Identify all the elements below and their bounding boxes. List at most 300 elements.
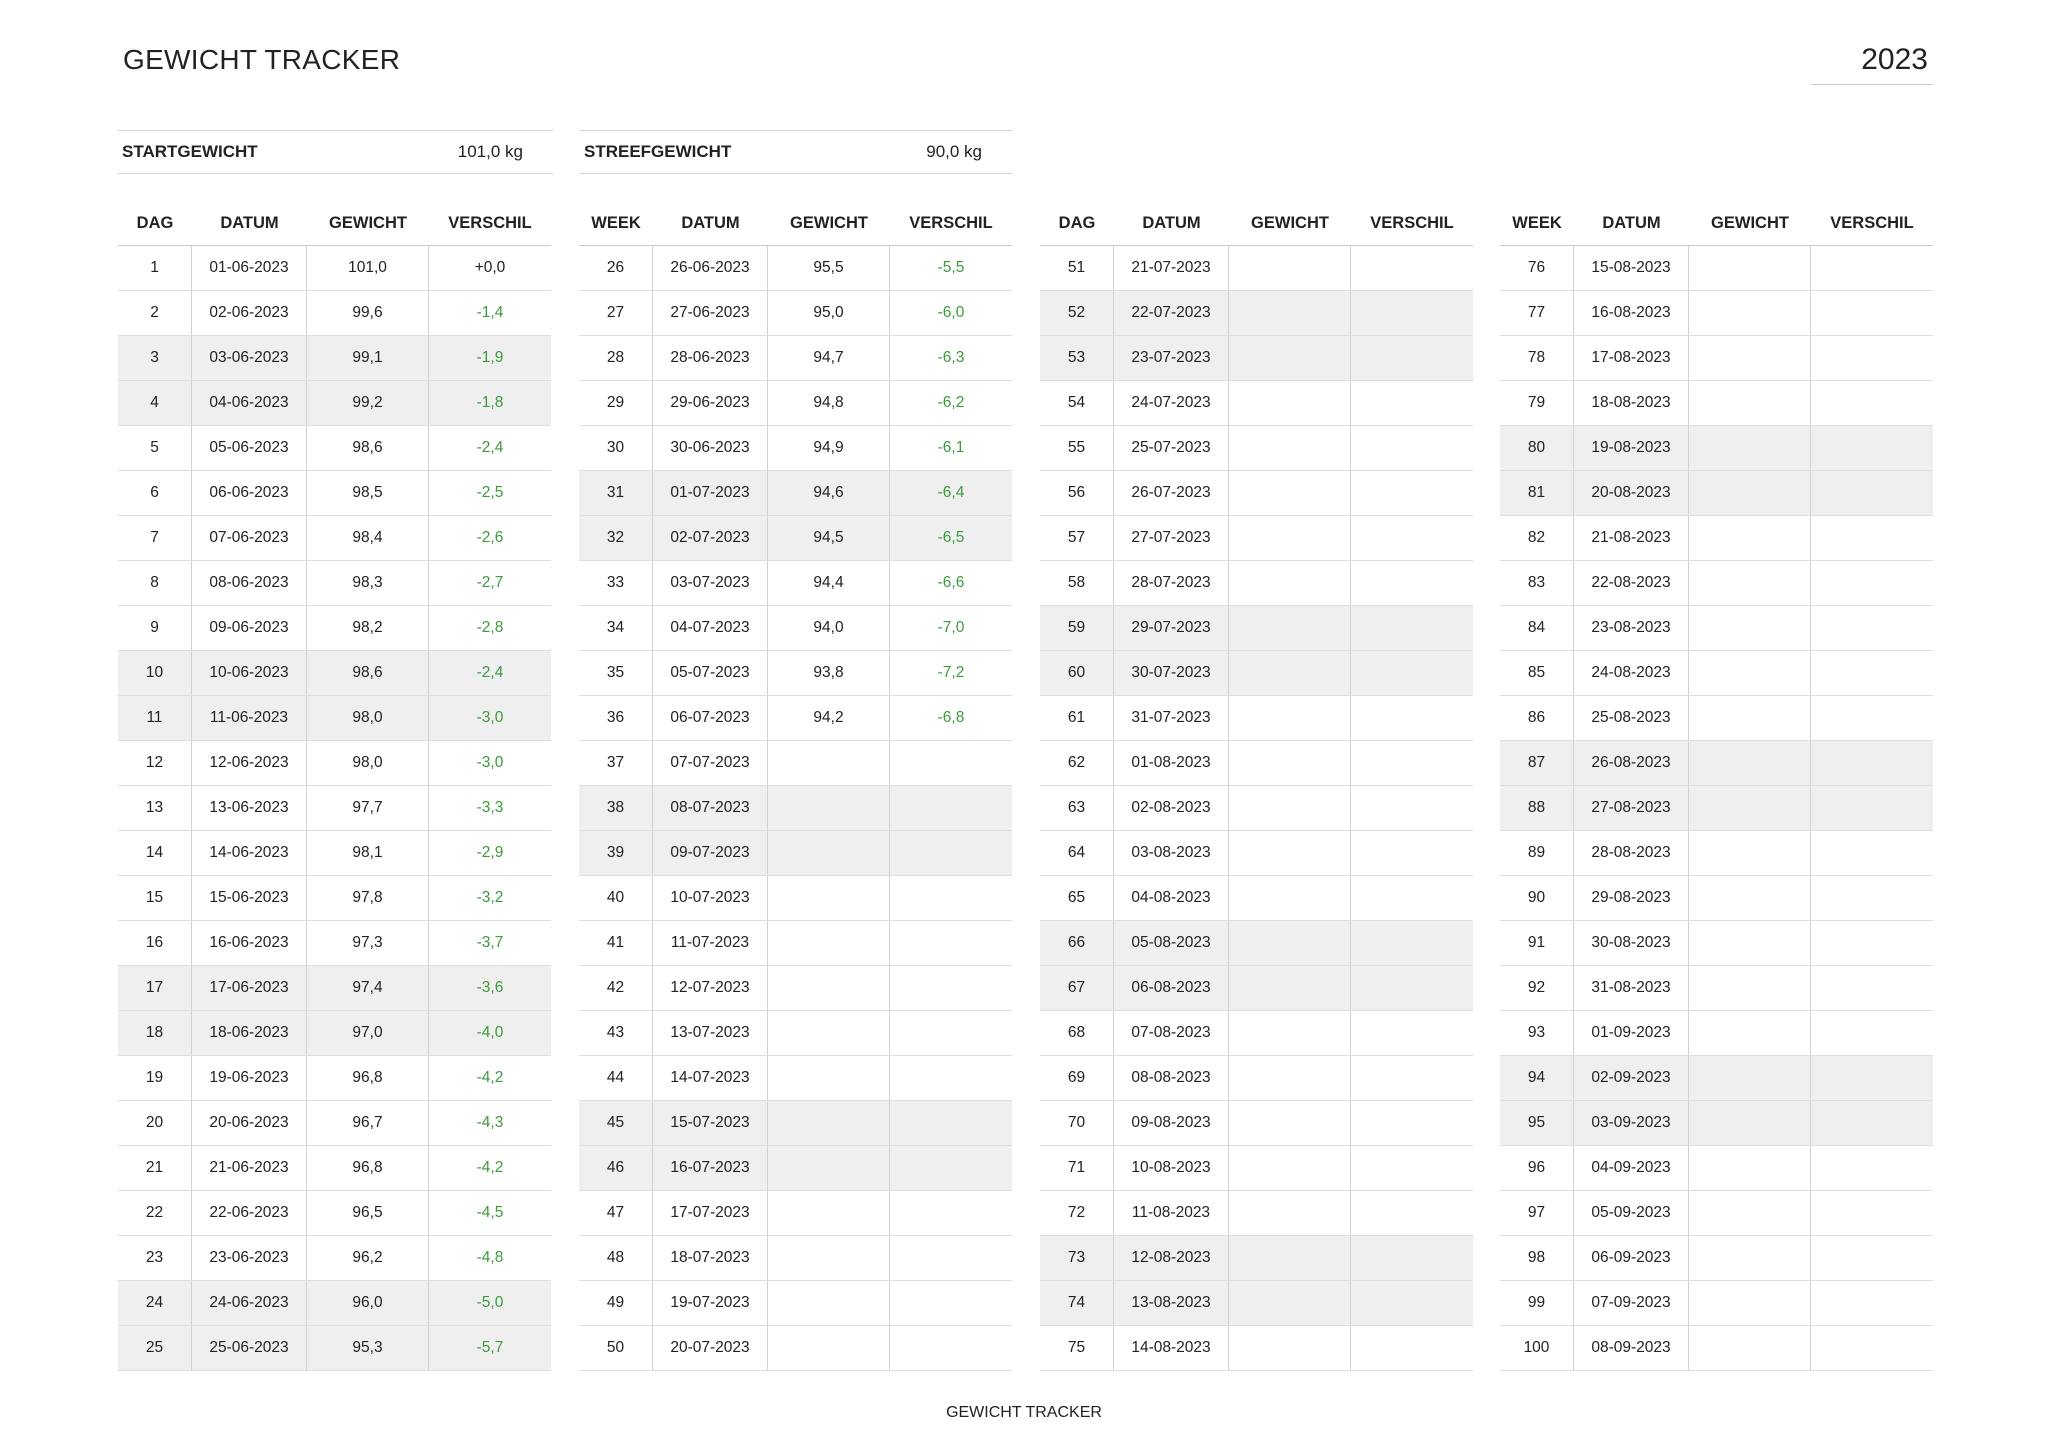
table-row: [1040, 606, 1473, 651]
cell-difference: [890, 1011, 1012, 1055]
cell-date: 24-06-2023: [192, 1281, 307, 1325]
table-row: [1040, 516, 1473, 561]
cell-number: 43: [579, 1011, 653, 1055]
cell-weight: 98,0: [307, 741, 429, 785]
table-header-row: [579, 202, 1012, 246]
table-row: [579, 876, 1012, 921]
table-row: [1500, 831, 1933, 876]
cell-date: 18-06-2023: [192, 1011, 307, 1055]
cell-number: 56: [1040, 471, 1114, 515]
cell-number: 62: [1040, 741, 1114, 785]
cell-weight: 97,3: [307, 921, 429, 965]
cell-date: 15-07-2023: [653, 1101, 768, 1145]
cell-date: 07-08-2023: [1114, 1011, 1229, 1055]
cell-number: 36: [579, 696, 653, 740]
cell-difference: [1811, 1236, 1933, 1280]
cell-difference: [890, 1281, 1012, 1325]
cell-weight: 97,7: [307, 786, 429, 830]
cell-number: 2: [118, 291, 192, 335]
table-row: [118, 651, 551, 696]
cell-date: 14-06-2023: [192, 831, 307, 875]
cell-difference: [1811, 606, 1933, 650]
cell-date: 02-08-2023: [1114, 786, 1229, 830]
cell-weight: [1689, 1056, 1811, 1100]
cell-weight: [1229, 1146, 1351, 1190]
cell-weight: [1229, 291, 1351, 335]
table-row: [118, 606, 551, 651]
cell-weight: [768, 1236, 890, 1280]
cell-difference: [1811, 1191, 1933, 1235]
cell-difference: [1811, 786, 1933, 830]
cell-date: 11-08-2023: [1114, 1191, 1229, 1235]
cell-weight: [1689, 696, 1811, 740]
cell-difference: -4,2: [476, 1069, 504, 1086]
cell-date: 16-08-2023: [1574, 291, 1689, 335]
cell-number: 4: [118, 381, 192, 425]
goal-weight-value: 90,0 kg: [926, 142, 982, 161]
cell-difference: -4,8: [476, 1249, 504, 1266]
column-header-difference: VERSCHIL: [448, 214, 532, 232]
table-row: [579, 1326, 1012, 1371]
cell-difference: -3,2: [476, 889, 504, 906]
column-header-difference: VERSCHIL: [1370, 214, 1454, 232]
cell-number: 97: [1500, 1191, 1574, 1235]
cell-difference: [890, 831, 1012, 875]
cell-number: 49: [579, 1281, 653, 1325]
cell-date: 20-08-2023: [1574, 471, 1689, 515]
table-row: [1500, 1101, 1933, 1146]
cell-date: 08-09-2023: [1574, 1326, 1689, 1370]
cell-date: 20-07-2023: [653, 1326, 768, 1370]
cell-weight: [1689, 1326, 1811, 1370]
cell-weight: 98,1: [307, 831, 429, 875]
cell-date: 24-08-2023: [1574, 651, 1689, 695]
table-row: [118, 921, 551, 966]
cell-date: 21-07-2023: [1114, 246, 1229, 290]
table-row: [118, 1281, 551, 1326]
cell-date: 02-09-2023: [1574, 1056, 1689, 1100]
cell-date: 12-07-2023: [653, 966, 768, 1010]
cell-difference: -3,6: [476, 979, 504, 996]
cell-difference: [1811, 291, 1933, 335]
table-row: [118, 1236, 551, 1281]
cell-number: 16: [118, 921, 192, 965]
cell-date: 30-06-2023: [653, 426, 768, 470]
table-row: [579, 1101, 1012, 1146]
table-row: [118, 291, 551, 336]
cell-number: 32: [579, 516, 653, 560]
cell-difference: [1351, 876, 1473, 920]
cell-number: 88: [1500, 786, 1574, 830]
cell-number: 83: [1500, 561, 1574, 605]
cell-date: 15-08-2023: [1574, 246, 1689, 290]
cell-weight: 97,4: [307, 966, 429, 1010]
table-row: [579, 651, 1012, 696]
cell-difference: [1811, 336, 1933, 380]
table-row: [579, 336, 1012, 381]
cell-number: 84: [1500, 606, 1574, 650]
table-row: [1040, 246, 1473, 291]
cell-date: 30-08-2023: [1574, 921, 1689, 965]
table-row: [1040, 1236, 1473, 1281]
cell-weight: [768, 966, 890, 1010]
cell-difference: [1351, 561, 1473, 605]
cell-number: 48: [579, 1236, 653, 1280]
cell-date: 03-06-2023: [192, 336, 307, 380]
table-row: [1040, 1056, 1473, 1101]
cell-difference: [1351, 291, 1473, 335]
cell-difference: [1351, 1056, 1473, 1100]
cell-date: 13-07-2023: [653, 1011, 768, 1055]
cell-weight: 98,6: [307, 651, 429, 695]
cell-difference: -6,5: [937, 529, 965, 546]
table-header-row: [1500, 202, 1933, 246]
cell-difference: -2,6: [476, 529, 504, 546]
cell-date: 04-06-2023: [192, 381, 307, 425]
cell-weight: [1229, 741, 1351, 785]
table-row: [579, 1281, 1012, 1326]
cell-weight: [768, 786, 890, 830]
column-header-number: DAG: [136, 214, 174, 232]
table-row: [1500, 786, 1933, 831]
cell-number: 47: [579, 1191, 653, 1235]
cell-date: 05-08-2023: [1114, 921, 1229, 965]
cell-difference: [1811, 471, 1933, 515]
cell-number: 12: [118, 741, 192, 785]
cell-number: 30: [579, 426, 653, 470]
table-row: [118, 741, 551, 786]
start-weight-label: STARTGEWICHT: [122, 142, 258, 161]
cell-number: 1: [118, 246, 192, 290]
table-row: [1040, 426, 1473, 471]
table-row: [579, 381, 1012, 426]
cell-number: 55: [1040, 426, 1114, 470]
table-row: [579, 426, 1012, 471]
cell-number: 96: [1500, 1146, 1574, 1190]
column-header-difference: VERSCHIL: [909, 214, 993, 232]
cell-weight: [1689, 471, 1811, 515]
cell-date: 31-08-2023: [1574, 966, 1689, 1010]
cell-number: 8: [118, 561, 192, 605]
table-row: [579, 246, 1012, 291]
cell-number: 58: [1040, 561, 1114, 605]
cell-difference: [1811, 741, 1933, 785]
cell-number: 6: [118, 471, 192, 515]
cell-date: 04-09-2023: [1574, 1146, 1689, 1190]
cell-date: 30-07-2023: [1114, 651, 1229, 695]
cell-difference: [1351, 426, 1473, 470]
table-row: [1040, 966, 1473, 1011]
table-row: [1500, 426, 1933, 471]
cell-number: 91: [1500, 921, 1574, 965]
cell-number: 78: [1500, 336, 1574, 380]
table-row: [118, 561, 551, 606]
cell-difference: [1351, 1101, 1473, 1145]
column-header-date: DATUM: [1142, 214, 1201, 232]
cell-weight: 95,5: [768, 246, 890, 290]
cell-difference: [1811, 1011, 1933, 1055]
table-row: [579, 606, 1012, 651]
cell-date: 28-06-2023: [653, 336, 768, 380]
cell-date: 29-08-2023: [1574, 876, 1689, 920]
cell-date: 04-07-2023: [653, 606, 768, 650]
cell-date: 23-06-2023: [192, 1236, 307, 1280]
cell-weight: 96,7: [307, 1101, 429, 1145]
cell-difference: -4,2: [476, 1159, 504, 1176]
cell-date: 16-07-2023: [653, 1146, 768, 1190]
cell-difference: [1811, 381, 1933, 425]
cell-date: 06-09-2023: [1574, 1236, 1689, 1280]
cell-number: 39: [579, 831, 653, 875]
cell-difference: [1811, 831, 1933, 875]
cell-difference: [1811, 1146, 1933, 1190]
cell-difference: [1351, 786, 1473, 830]
table-row: [579, 696, 1012, 741]
cell-weight: [1689, 516, 1811, 560]
cell-difference: -3,0: [476, 709, 504, 726]
cell-date: 23-07-2023: [1114, 336, 1229, 380]
cell-difference: [1811, 651, 1933, 695]
cell-difference: [890, 1326, 1012, 1370]
cell-weight: [1689, 1191, 1811, 1235]
cell-date: 01-06-2023: [192, 246, 307, 290]
cell-difference: -6,6: [937, 574, 965, 591]
cell-weight: 98,4: [307, 516, 429, 560]
cell-weight: [1229, 1011, 1351, 1055]
cell-difference: [1811, 1326, 1933, 1370]
cell-weight: 94,5: [768, 516, 890, 560]
cell-date: 05-06-2023: [192, 426, 307, 470]
cell-number: 93: [1500, 1011, 1574, 1055]
cell-weight: [1229, 471, 1351, 515]
cell-difference: -2,9: [476, 844, 504, 861]
table-row: [1500, 291, 1933, 336]
cell-date: 16-06-2023: [192, 921, 307, 965]
cell-difference: [1811, 1056, 1933, 1100]
table-row: [1040, 381, 1473, 426]
cell-difference: [1351, 921, 1473, 965]
goal-weight-block: [580, 130, 1012, 174]
table-body: [579, 246, 1012, 1371]
cell-number: 90: [1500, 876, 1574, 920]
cell-weight: [1229, 336, 1351, 380]
cell-number: 46: [579, 1146, 653, 1190]
column-header-date: DATUM: [681, 214, 740, 232]
cell-difference: [1811, 876, 1933, 920]
table-row: [1500, 876, 1933, 921]
cell-weight: 95,0: [768, 291, 890, 335]
table-row: [1040, 741, 1473, 786]
table-row: [1500, 651, 1933, 696]
cell-number: 34: [579, 606, 653, 650]
cell-weight: [1229, 561, 1351, 605]
cell-weight: 96,8: [307, 1056, 429, 1100]
cell-weight: [1229, 246, 1351, 290]
cell-difference: [1811, 516, 1933, 560]
cell-number: 45: [579, 1101, 653, 1145]
cell-difference: -4,3: [476, 1114, 504, 1131]
table-row: [1040, 1146, 1473, 1191]
cell-date: 22-07-2023: [1114, 291, 1229, 335]
cell-difference: -1,4: [476, 304, 504, 321]
table-row: [118, 831, 551, 876]
cell-date: 10-07-2023: [653, 876, 768, 920]
cell-weight: [1689, 291, 1811, 335]
cell-weight: [1689, 921, 1811, 965]
cell-date: 22-06-2023: [192, 1191, 307, 1235]
cell-date: 26-08-2023: [1574, 741, 1689, 785]
cell-date: 08-08-2023: [1114, 1056, 1229, 1100]
table-row: [118, 696, 551, 741]
cell-number: 37: [579, 741, 653, 785]
cell-difference: -6,0: [937, 304, 965, 321]
cell-weight: [1229, 966, 1351, 1010]
table-row: [579, 921, 1012, 966]
cell-difference: -5,7: [476, 1339, 504, 1356]
table-row: [118, 1101, 551, 1146]
cell-date: 05-09-2023: [1574, 1191, 1689, 1235]
column-header-date: DATUM: [1602, 214, 1661, 232]
cell-difference: -4,0: [476, 1024, 504, 1041]
column-header-weight: GEWICHT: [790, 214, 868, 232]
table-row: [1040, 1011, 1473, 1056]
cell-difference: -2,7: [476, 574, 504, 591]
cell-weight: [1229, 426, 1351, 470]
cell-weight: [1229, 786, 1351, 830]
table-row: [118, 876, 551, 921]
table-row: [1500, 1236, 1933, 1281]
cell-weight: 94,7: [768, 336, 890, 380]
table-row: [1500, 606, 1933, 651]
cell-weight: [1229, 1281, 1351, 1325]
table-row: [579, 1011, 1012, 1056]
table-row: [579, 1191, 1012, 1236]
cell-difference: [1351, 471, 1473, 515]
cell-difference: [1811, 246, 1933, 290]
cell-number: 68: [1040, 1011, 1114, 1055]
cell-weight: 98,2: [307, 606, 429, 650]
cell-difference: -6,8: [937, 709, 965, 726]
cell-date: 02-06-2023: [192, 291, 307, 335]
cell-date: 22-08-2023: [1574, 561, 1689, 605]
cell-number: 19: [118, 1056, 192, 1100]
cell-weight: 93,8: [768, 651, 890, 695]
cell-weight: [1689, 1281, 1811, 1325]
table-row: [579, 291, 1012, 336]
cell-number: 85: [1500, 651, 1574, 695]
table-row: [118, 516, 551, 561]
cell-date: 14-07-2023: [653, 1056, 768, 1100]
cell-difference: -6,3: [937, 349, 965, 366]
cell-number: 35: [579, 651, 653, 695]
cell-date: 07-09-2023: [1574, 1281, 1689, 1325]
table-row: [1040, 1101, 1473, 1146]
table-row: [118, 246, 551, 291]
cell-weight: 101,0: [307, 246, 429, 290]
cell-difference: -2,4: [476, 664, 504, 681]
cell-number: 40: [579, 876, 653, 920]
cell-difference: -6,4: [937, 484, 965, 501]
cell-number: 80: [1500, 426, 1574, 470]
table-row: [1500, 1146, 1933, 1191]
cell-weight: [1689, 246, 1811, 290]
cell-weight: [768, 1326, 890, 1370]
cell-weight: [1229, 651, 1351, 695]
table-row: [1500, 921, 1933, 966]
cell-weight: 94,0: [768, 606, 890, 650]
cell-difference: [1351, 516, 1473, 560]
cell-number: 38: [579, 786, 653, 830]
cell-number: 69: [1040, 1056, 1114, 1100]
cell-date: 18-08-2023: [1574, 381, 1689, 425]
cell-number: 24: [118, 1281, 192, 1325]
table-row: [1040, 876, 1473, 921]
cell-number: 11: [118, 696, 192, 740]
cell-difference: -4,5: [476, 1204, 504, 1221]
tracker-table-2: [579, 202, 1012, 1371]
cell-weight: [1229, 1326, 1351, 1370]
table-row: [1500, 1011, 1933, 1056]
cell-weight: [1229, 606, 1351, 650]
cell-date: 07-07-2023: [653, 741, 768, 785]
cell-date: 17-06-2023: [192, 966, 307, 1010]
cell-number: 70: [1040, 1101, 1114, 1145]
cell-number: 67: [1040, 966, 1114, 1010]
cell-number: 15: [118, 876, 192, 920]
cell-number: 42: [579, 966, 653, 1010]
cell-difference: [1811, 921, 1933, 965]
cell-date: 26-07-2023: [1114, 471, 1229, 515]
tracker-table-3: [1040, 202, 1473, 1371]
cell-date: 09-06-2023: [192, 606, 307, 650]
cell-difference: [1811, 426, 1933, 470]
table-row: [1040, 696, 1473, 741]
start-weight-value: 101,0 kg: [457, 142, 523, 161]
cell-date: 19-07-2023: [653, 1281, 768, 1325]
cell-difference: [1811, 561, 1933, 605]
cell-weight: 94,6: [768, 471, 890, 515]
table-row: [1040, 651, 1473, 696]
cell-number: 14: [118, 831, 192, 875]
table-row: [118, 1191, 551, 1236]
cell-date: 08-07-2023: [653, 786, 768, 830]
cell-difference: [890, 1191, 1012, 1235]
cell-weight: [1689, 1236, 1811, 1280]
cell-number: 74: [1040, 1281, 1114, 1325]
cell-difference: -1,8: [476, 394, 504, 411]
cell-weight: 94,4: [768, 561, 890, 605]
cell-difference: -5,0: [476, 1294, 504, 1311]
cell-weight: [1689, 1011, 1811, 1055]
cell-difference: [890, 786, 1012, 830]
cell-difference: [1351, 966, 1473, 1010]
cell-difference: -1,9: [476, 349, 504, 366]
column-header-difference: VERSCHIL: [1830, 214, 1914, 232]
cell-date: 27-06-2023: [653, 291, 768, 335]
cell-difference: [1351, 1011, 1473, 1055]
table-row: [579, 561, 1012, 606]
table-row: [579, 786, 1012, 831]
table-row: [1500, 1191, 1933, 1236]
cell-weight: [768, 1191, 890, 1235]
cell-date: 14-08-2023: [1114, 1326, 1229, 1370]
cell-difference: [890, 1146, 1012, 1190]
cell-number: 13: [118, 786, 192, 830]
cell-number: 76: [1500, 246, 1574, 290]
cell-date: 08-06-2023: [192, 561, 307, 605]
cell-date: 13-06-2023: [192, 786, 307, 830]
cell-date: 24-07-2023: [1114, 381, 1229, 425]
